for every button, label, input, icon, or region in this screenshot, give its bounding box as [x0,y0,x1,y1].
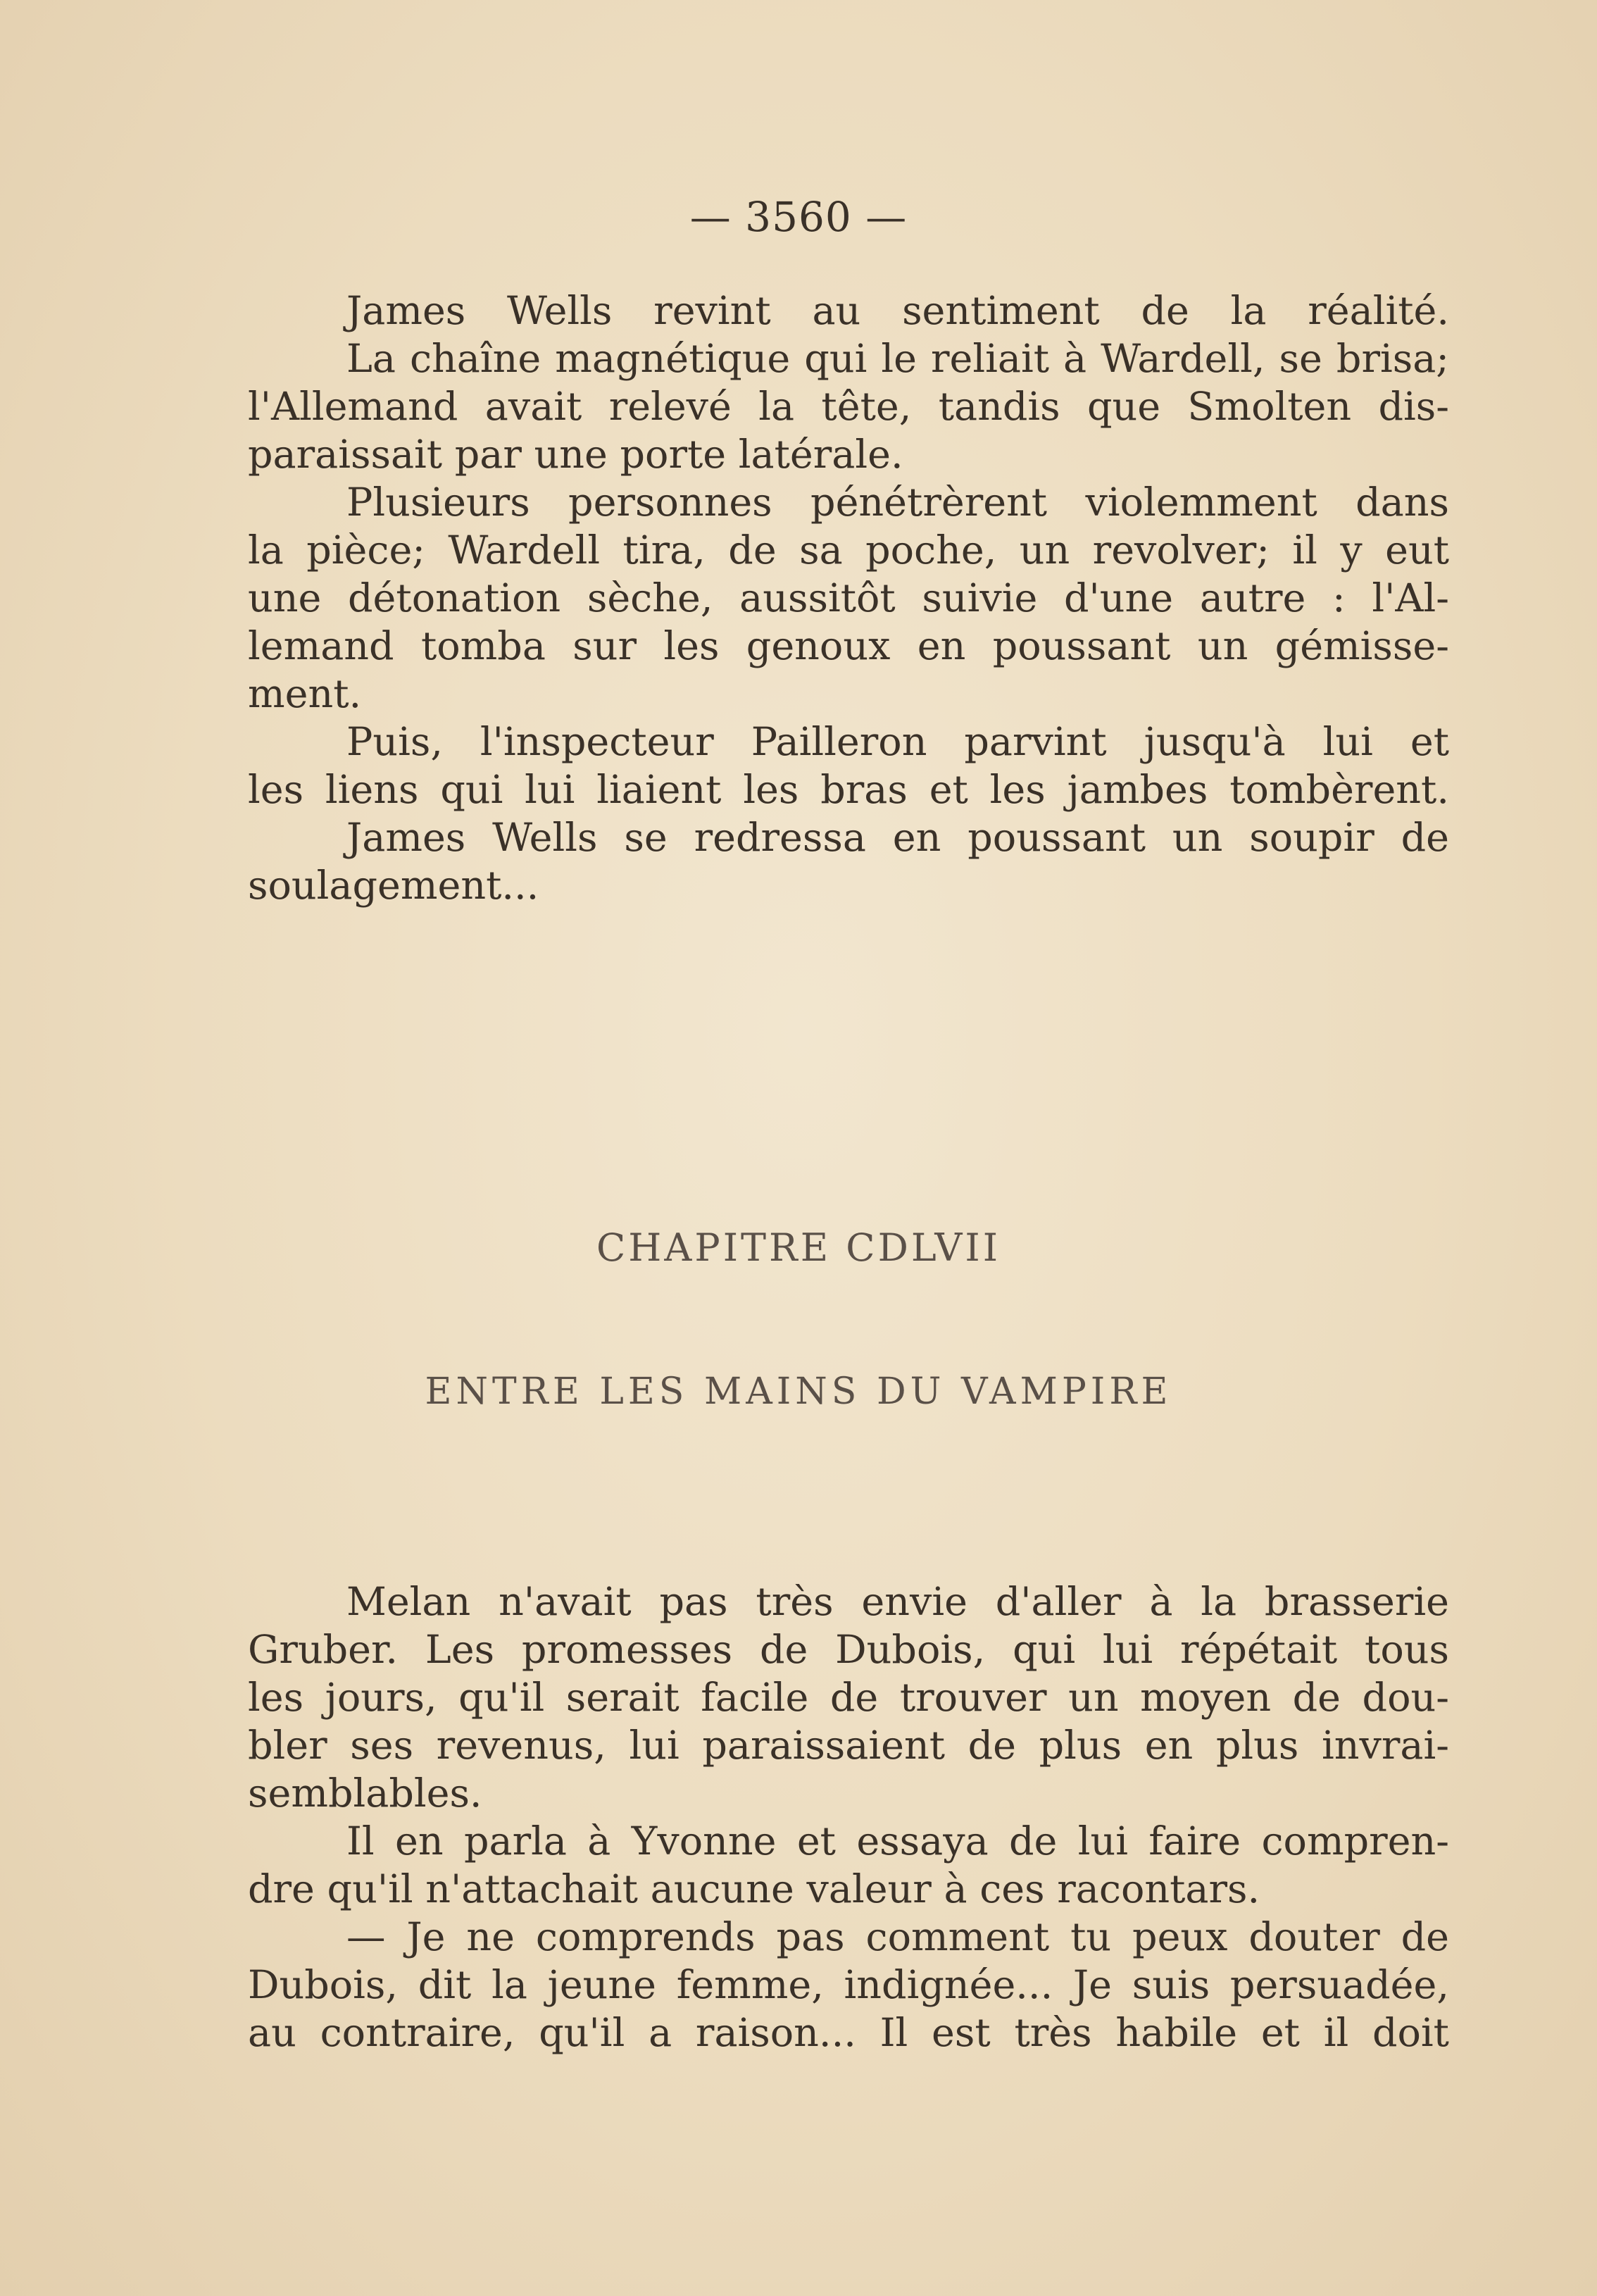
text-line: l'Allemand avait relevé la tête, tandis que Smolten dis- [248,384,1449,430]
text-block-bottom [248,1578,1449,2057]
text-line: soulagement... [248,863,539,909]
text-line: paraissait par une porte latérale. [248,432,903,478]
text-block-top [248,287,1449,910]
text-line: les liens qui lui liaient les bras et les jambes tombèrent. [248,767,1449,813]
text-line: Il en parla à Yvonne et essaya de lui faire compren- [346,1818,1449,1864]
text-line: La chaîne magnétique qui le reliait à Wardell, se brisa; [346,336,1449,382]
chapter-heading: CHAPITRE CDLVII [596,1225,1001,1270]
text-line: — Je ne comprends pas comment tu peux douter de [346,1914,1449,1960]
text-line: Gruber. Les promesses de Dubois, qui lui répétait tous [248,1627,1449,1673]
page-number: — 3560 — [689,193,908,241]
text-line: lemand tomba sur les genoux en poussant un gémisse- [248,623,1449,669]
text-line: Dubois, dit la jeune femme, indignée... Je suis persuadée, [248,1962,1449,2008]
chapter-title: ENTRE LES MAINS DU VAMPIRE [425,1371,1172,1413]
text-line: au contraire, qu'il a raison... Il est très habile et il doit [248,2010,1449,2056]
text-line: dre qu'il n'attachait aucune valeur à ces racontars. [248,1866,1260,1912]
text-line: semblables. [248,1771,482,1816]
text-line: ment. [248,671,362,717]
text-line: James Wells se redressa en poussant un soupir de [346,815,1449,861]
text-line: bler ses revenus, lui paraissaient de plus en plus invrai- [248,1723,1449,1768]
text-line: Plusieurs personnes pénétrèrent violemment dans [346,480,1449,525]
text-line: James Wells revint au sentiment de la réalité. [346,288,1449,334]
text-line: les jours, qu'il serait facile de trouver un moyen de dou- [248,1675,1449,1721]
text-line: Puis, l'inspecteur Pailleron parvint jusqu'à lui et [346,719,1449,765]
text-line: Melan n'avait pas très envie d'aller à la brasserie [346,1579,1449,1625]
text-line: la pièce; Wardell tira, de sa poche, un revolver; il y eut [248,528,1449,573]
text-line: une détonation sèche, aussitôt suivie d'une autre : l'Al- [248,575,1449,621]
